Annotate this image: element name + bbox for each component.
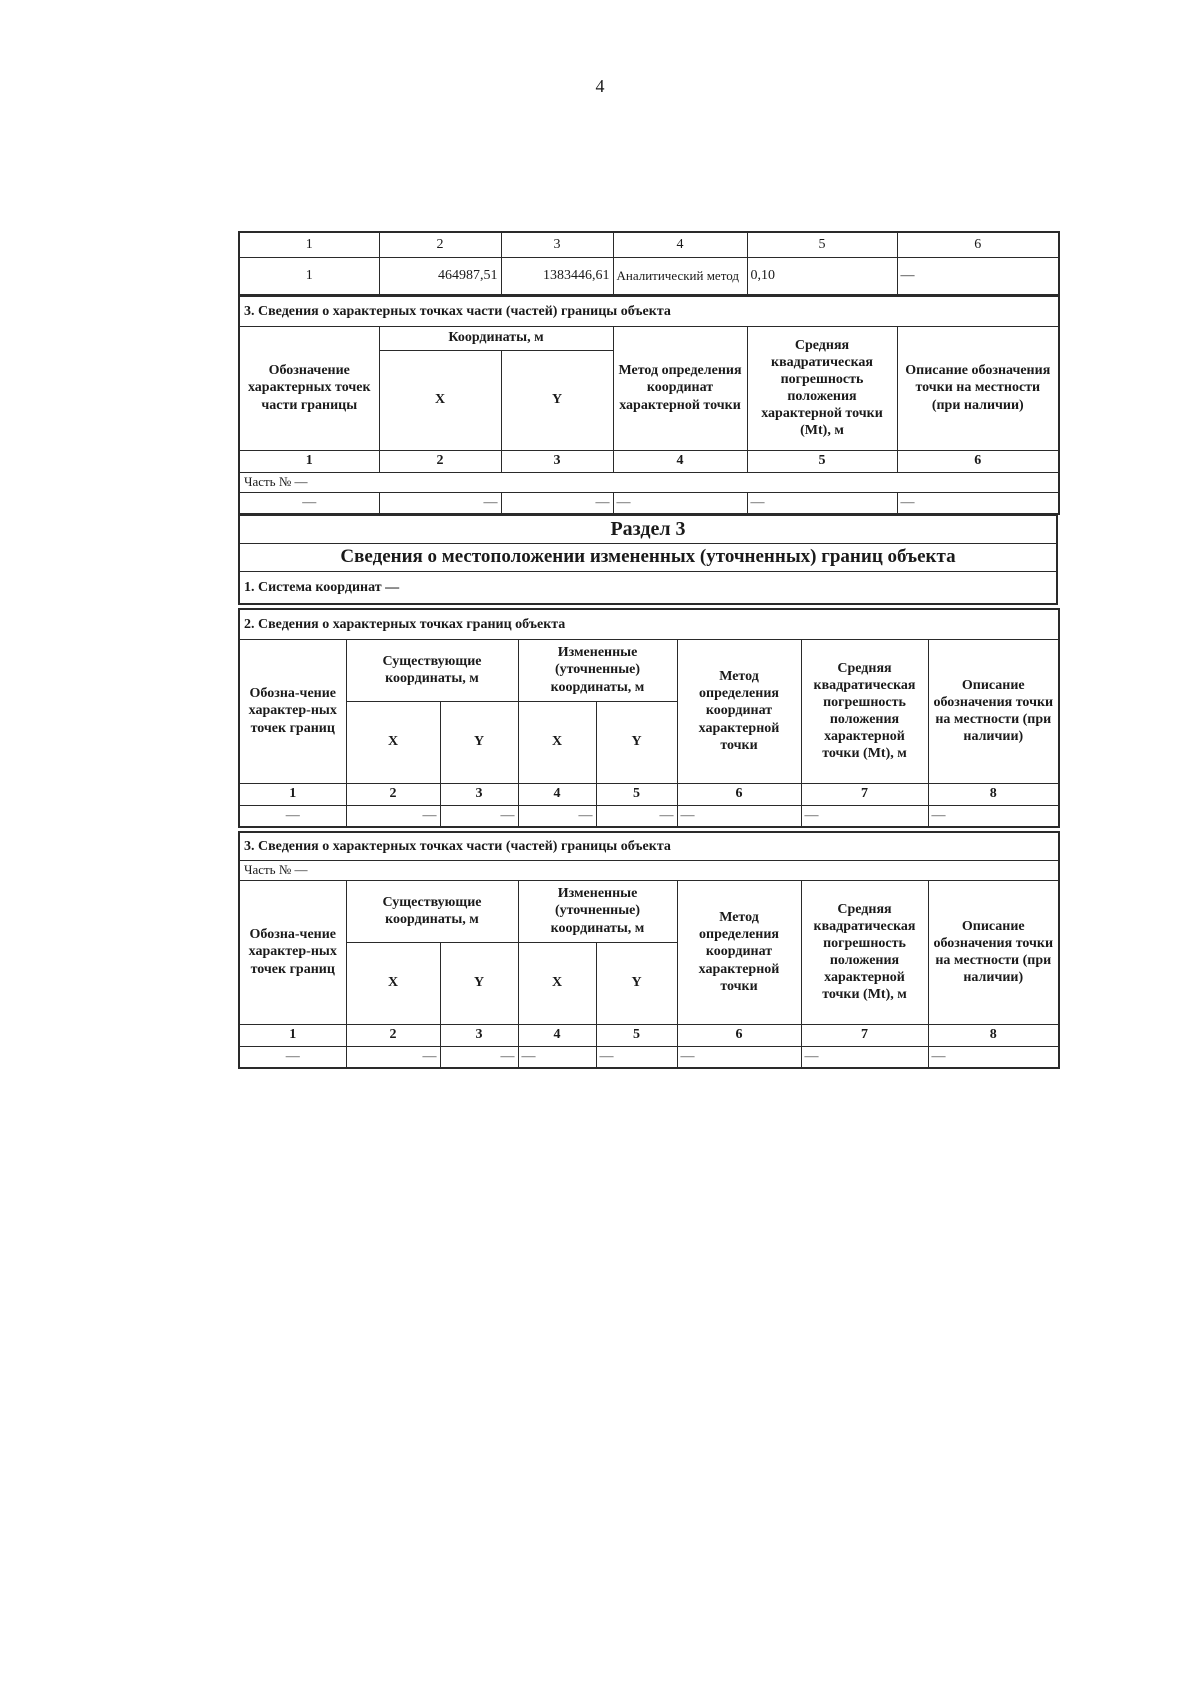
- col-number: 5: [596, 783, 677, 805]
- col-number: 8: [928, 1024, 1059, 1046]
- description: —: [897, 257, 1059, 295]
- cell: —: [677, 805, 801, 827]
- parts-heading: 3. Сведения о характерных точках части (частей) границы объекта: [239, 832, 1059, 860]
- header-description: Описание обозначения точки на местности (при наличии): [897, 326, 1059, 450]
- cell: —: [801, 805, 928, 827]
- col-number: 3: [440, 1024, 518, 1046]
- header-y: Y: [440, 942, 518, 1024]
- cell: —: [239, 805, 346, 827]
- points-table-continuation: [238, 231, 1060, 296]
- col-number: 2: [346, 1024, 440, 1046]
- header-x: X: [518, 942, 596, 1024]
- cell: —: [518, 1046, 596, 1068]
- table-row: [239, 805, 1059, 827]
- header-y: Y: [501, 350, 613, 450]
- cell: —: [440, 1046, 518, 1068]
- header-point: Обозна-чение характер-ных точек границ: [239, 880, 346, 1024]
- col-number: 3: [501, 450, 613, 472]
- col-number: 4: [518, 1024, 596, 1046]
- cell: —: [596, 805, 677, 827]
- header-x: X: [518, 701, 596, 783]
- header-changed-coords: Измененные (уточненные) координаты, м: [518, 880, 677, 942]
- razdel-subtitle: Сведения о местоположении измененных (уточненных) границ объекта: [239, 543, 1057, 571]
- error-value: 0,10: [747, 257, 897, 295]
- col-number: 3: [501, 232, 613, 257]
- cell: —: [379, 492, 501, 514]
- header-point: Обозначение характерных точек части границы: [239, 326, 379, 450]
- cell: —: [501, 492, 613, 514]
- method: Аналитический метод: [613, 257, 747, 295]
- col-number: 8: [928, 783, 1059, 805]
- coord-system: 1. Система координат —: [239, 571, 1057, 604]
- cell: —: [239, 1046, 346, 1068]
- cell: —: [239, 492, 379, 514]
- cell: —: [596, 1046, 677, 1068]
- col-number: 7: [801, 783, 928, 805]
- header-method: Метод определения координат характерной точки: [677, 639, 801, 783]
- header-x: X: [346, 701, 440, 783]
- cell: —: [677, 1046, 801, 1068]
- col-number: 1: [239, 450, 379, 472]
- header-point: Обозна-чение характер-ных точек границ: [239, 639, 346, 783]
- col-number: 6: [677, 783, 801, 805]
- column-number-row: [239, 783, 1059, 805]
- parts-table: [238, 295, 1060, 515]
- header-error: Средняя квадратическая погрешность положения характерной точки (Mt), м: [801, 880, 928, 1024]
- header-y: Y: [596, 701, 677, 783]
- point-id: 1: [239, 257, 379, 295]
- col-number: 6: [677, 1024, 801, 1046]
- table-row: [239, 257, 1059, 295]
- header-existing-coords: Существующие координаты, м: [346, 639, 518, 701]
- header-coords: Координаты, м: [379, 326, 613, 350]
- header-y: Y: [596, 942, 677, 1024]
- col-number: 4: [518, 783, 596, 805]
- col-number: 1: [239, 1024, 346, 1046]
- header-changed-coords: Измененные (уточненные) координаты, м: [518, 639, 677, 701]
- cell: —: [346, 1046, 440, 1068]
- col-number: 7: [801, 1024, 928, 1046]
- cell: —: [518, 805, 596, 827]
- cell: —: [928, 1046, 1059, 1068]
- header-method: Метод определения координат характерной точки: [677, 880, 801, 1024]
- changed-parts-table: [238, 831, 1060, 1069]
- column-number-row: [239, 232, 1059, 257]
- header-y: Y: [440, 701, 518, 783]
- column-number-row: [239, 450, 1059, 472]
- header-method: Метод определения координат характерной точки: [613, 326, 747, 450]
- coord-x: 464987,51: [379, 257, 501, 295]
- col-number: 4: [613, 232, 747, 257]
- cell: —: [897, 492, 1059, 514]
- col-number: 1: [239, 783, 346, 805]
- changed-points-table: [238, 608, 1060, 828]
- header-description: Описание обозначения точки на местности (при наличии): [928, 639, 1059, 783]
- cell: —: [346, 805, 440, 827]
- header-existing-coords: Существующие координаты, м: [346, 880, 518, 942]
- document-tables: [238, 231, 1058, 1069]
- col-number: 5: [747, 450, 897, 472]
- cell: —: [440, 805, 518, 827]
- col-number: 5: [596, 1024, 677, 1046]
- points-heading: 2. Сведения о характерных точках границ объекта: [239, 609, 1059, 639]
- col-number: 2: [346, 783, 440, 805]
- col-number: 6: [897, 450, 1059, 472]
- col-number: 6: [897, 232, 1059, 257]
- table-row: [239, 1046, 1059, 1068]
- header-error: Средняя квадратическая погрешность положения характерной точки (Mt), м: [801, 639, 928, 783]
- parts-heading: 3. Сведения о характерных точках части (частей) границы объекта: [239, 296, 1059, 326]
- header-x: X: [379, 350, 501, 450]
- header-x: X: [346, 942, 440, 1024]
- cell: —: [928, 805, 1059, 827]
- col-number: 3: [440, 783, 518, 805]
- col-number: 4: [613, 450, 747, 472]
- col-number: 2: [379, 450, 501, 472]
- part-label: Часть № —: [239, 472, 1059, 492]
- coord-y: 1383446,61: [501, 257, 613, 295]
- cell: —: [613, 492, 747, 514]
- col-number: 1: [239, 232, 379, 257]
- col-number: 2: [379, 232, 501, 257]
- part-label: Часть № —: [239, 860, 1059, 880]
- header-description: Описание обозначения точки на местности (при наличии): [928, 880, 1059, 1024]
- cell: —: [801, 1046, 928, 1068]
- page-number: 4: [595, 76, 605, 96]
- column-number-row: [239, 1024, 1059, 1046]
- razdel-title: Раздел 3: [239, 515, 1057, 543]
- cell: —: [747, 492, 897, 514]
- header-error: Средняя квадратическая погрешность положения характерной точки (Mt), м: [747, 326, 897, 450]
- table-row: [239, 492, 1059, 514]
- razdel3-title-block: [238, 514, 1058, 605]
- col-number: 5: [747, 232, 897, 257]
